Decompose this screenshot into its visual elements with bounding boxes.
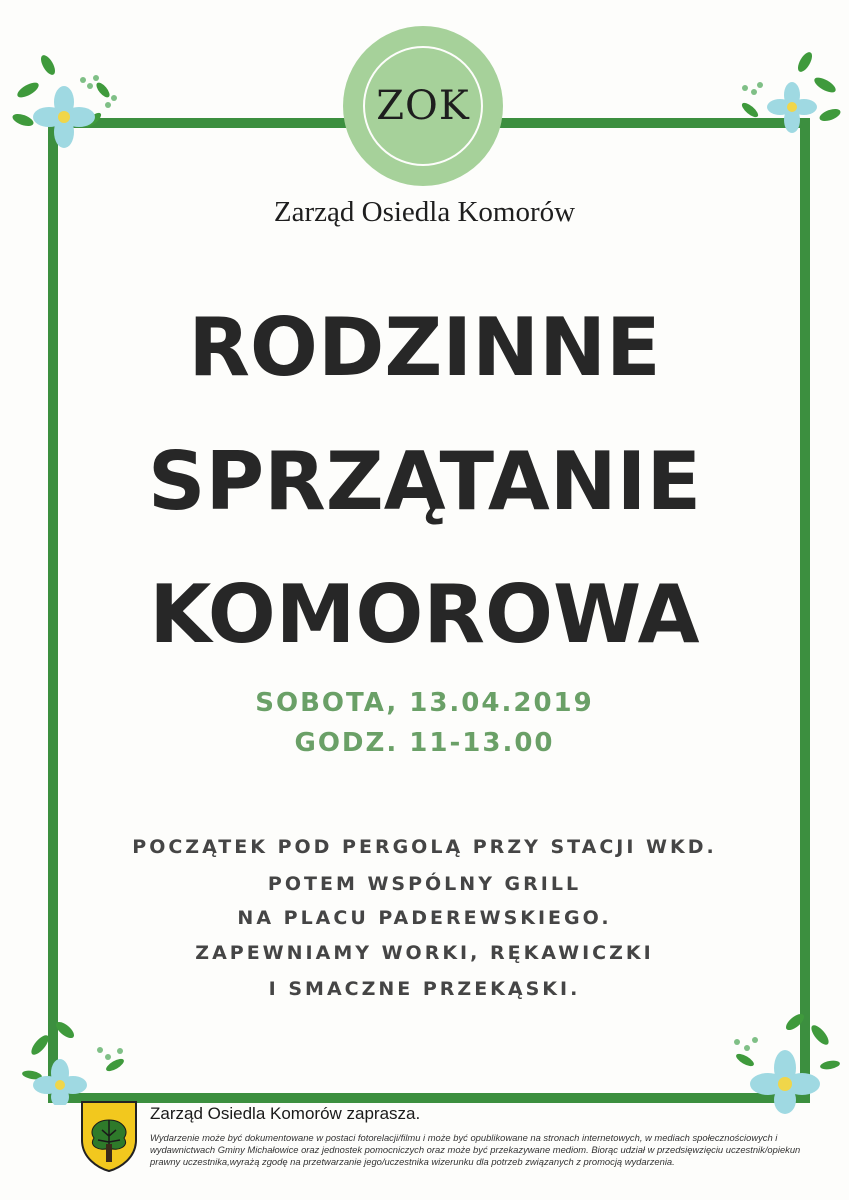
title-line-3: KOMOROWA — [149, 568, 700, 661]
municipality-crest-icon — [80, 1100, 138, 1172]
zok-logo — [343, 26, 503, 186]
zok-logo-ring — [363, 46, 483, 166]
flower-decoration-top-left — [8, 50, 128, 150]
footer-disclaimer: Wydarzenie może być dokumentowane w postaci fotorelacji/filmu i może być opublikowane na stronach internetowych, w mediach społecznościowych i wydawnictwach Gminy Michałowice oraz jednostek pomocniczych oraz może być przekazywane mediom. Biorąc udział w przedsięwzięciu uczestnik/opiekun prawny uczestnika,wyrażą zgodę na przetwarzanie jego/uczestnika wizerunku dla potrzeb związanych z promocją wydarzenia. — [150, 1132, 801, 1167]
organizer-name: Zarząd Osiedla Komorów — [273, 196, 576, 228]
flower-decoration-top-right — [730, 50, 845, 140]
details-line-3: NA PLACU PADEREWSKIEGO. — [237, 907, 612, 929]
footer-invitation: Zarząd Osiedla Komorów zaprasza. — [150, 1104, 421, 1123]
details-line-5: I SMACZNE PRZEKĄSKI. — [268, 978, 581, 1000]
title-line-2: SPRZĄTANIE — [147, 435, 702, 528]
flower-decoration-bottom-left — [20, 1015, 140, 1105]
details-line-2: POTEM WSPÓLNY GRILL — [267, 873, 582, 895]
flower-decoration-bottom-right — [725, 1010, 840, 1115]
event-date: SOBOTA, 13.04.2019 — [255, 688, 594, 718]
event-time: GODZ. 11-13.00 — [294, 728, 555, 758]
zok-logo-text: ZOK — [376, 83, 470, 129]
details-line-4: ZAPEWNIAMY WORKI, RĘKAWICZKI — [195, 942, 654, 964]
details-line-1: POCZĄTEK POD PERGOLĄ PRZY STACJI WKD. — [132, 836, 717, 858]
title-line-1: RODZINNE — [188, 301, 661, 394]
